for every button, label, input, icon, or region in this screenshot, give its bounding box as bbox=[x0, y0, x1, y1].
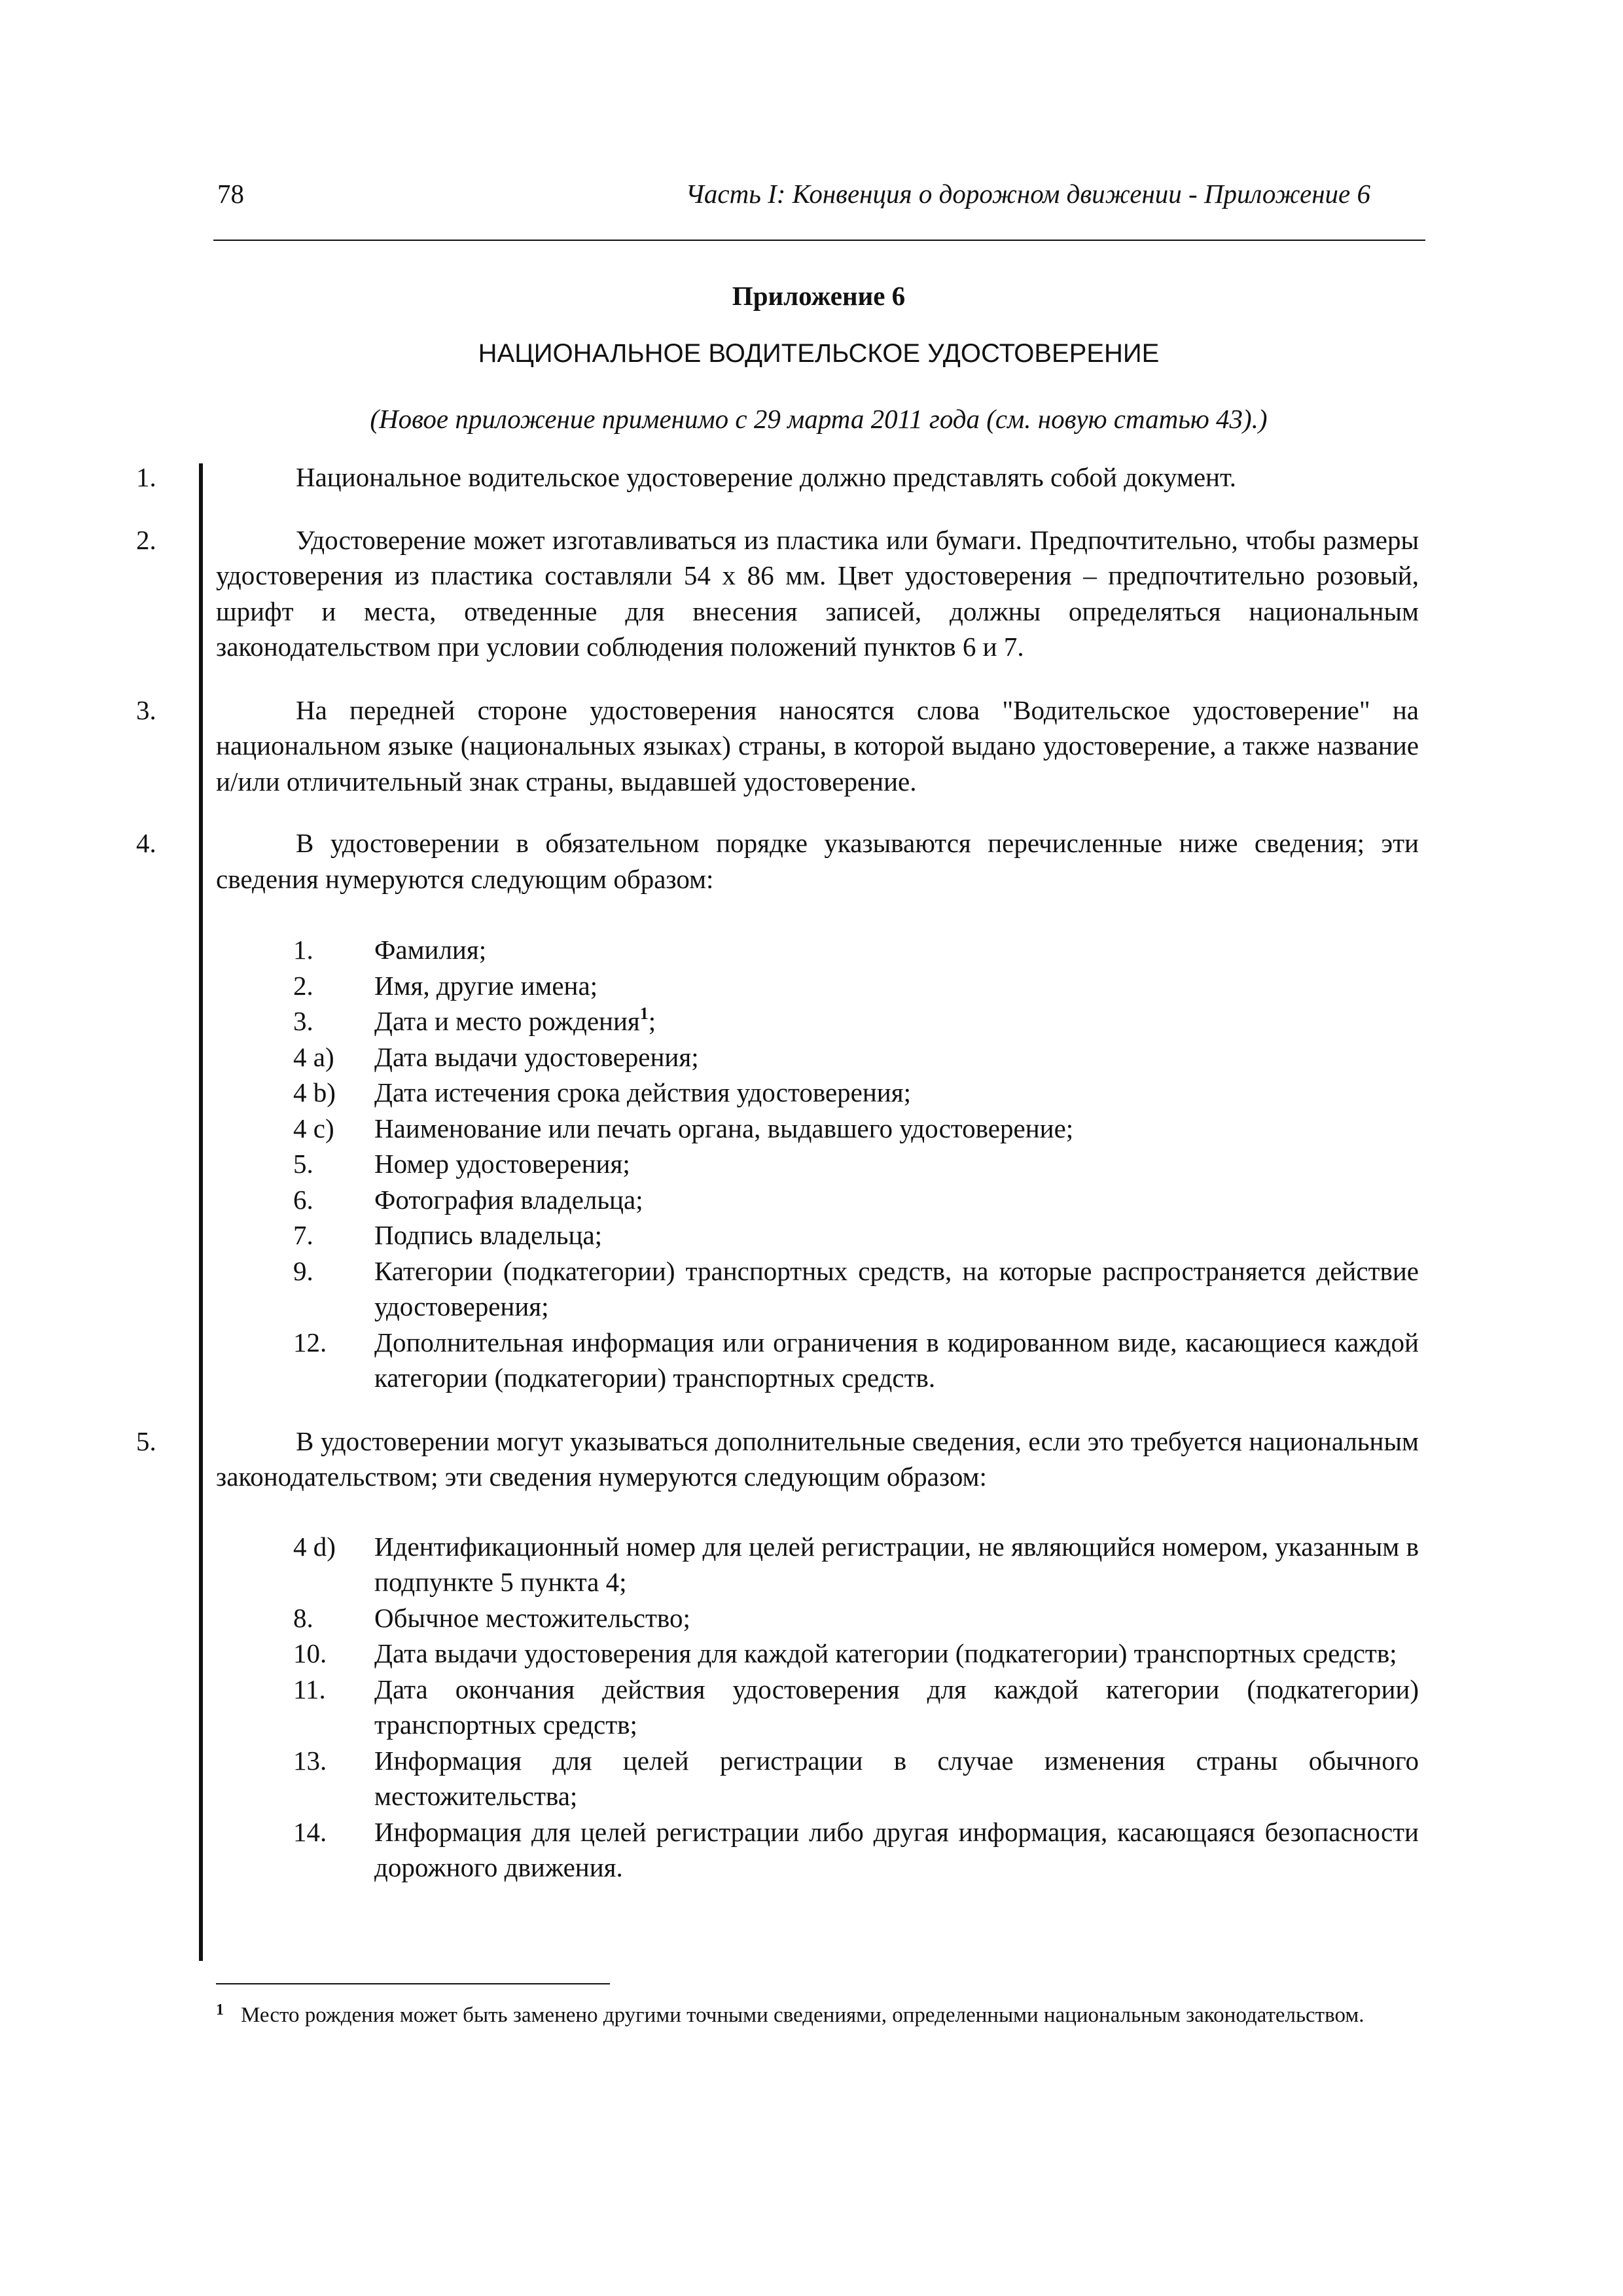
list-item bbox=[216, 1075, 1419, 1111]
item-number: 9. bbox=[293, 1255, 313, 1286]
item-text: Информация для целей регистрации либо другая информация, касающаяся безопасности дорожного движения. bbox=[374, 1816, 1419, 1882]
item-number: 12. bbox=[293, 1327, 327, 1357]
list-item bbox=[216, 1672, 1419, 1743]
list-item bbox=[216, 968, 1419, 1004]
item-number: 3. bbox=[293, 1006, 313, 1036]
paragraph-text: На передней стороне удостоверения наносятся слова "Водительское удостоверение" на национальном языке (национальных языках) страны, в которой выдано удостоверение, а также название и/или отличительный знак страны, выдавшей удостоверение. bbox=[216, 694, 1419, 797]
list-item bbox=[216, 932, 1419, 968]
list-item bbox=[216, 1217, 1419, 1253]
item-text-suffix: ; bbox=[648, 1006, 656, 1036]
footnote-reference[interactable]: 1 bbox=[639, 1004, 649, 1024]
page-number: 78 bbox=[217, 179, 244, 209]
paragraph-number: 1. bbox=[136, 462, 156, 492]
paragraph-5 bbox=[136, 1424, 1419, 1495]
list-item bbox=[216, 1600, 1419, 1636]
paragraph-2 bbox=[136, 522, 1419, 665]
list-item bbox=[216, 1146, 1419, 1182]
item-text: Фотография владельца; bbox=[374, 1184, 643, 1215]
item-text: Обычное местожительство; bbox=[374, 1602, 690, 1633]
item-number: 4 b) bbox=[293, 1077, 336, 1107]
item-number: 5. bbox=[293, 1149, 313, 1179]
paragraph-number: 4. bbox=[136, 828, 156, 858]
item-text: Категории (подкатегории) транспортных средств, на которые распространяется действие удостоверения; bbox=[374, 1255, 1419, 1321]
list-item bbox=[216, 1529, 1419, 1600]
mandatory-items-list bbox=[216, 932, 1419, 1396]
list-item bbox=[216, 1039, 1419, 1075]
optional-items-list bbox=[216, 1529, 1419, 1886]
paragraph-3 bbox=[136, 692, 1419, 800]
item-text: Дата выдачи удостоверения; bbox=[374, 1041, 699, 1072]
list-item bbox=[216, 1253, 1419, 1325]
item-number: 7. bbox=[293, 1220, 313, 1250]
running-header bbox=[213, 178, 1424, 217]
item-text: Подпись владельца; bbox=[374, 1220, 603, 1250]
item-text: Номер удостоверения; bbox=[374, 1149, 630, 1179]
list-item bbox=[216, 1003, 1419, 1039]
paragraph-1 bbox=[136, 459, 1419, 495]
annex-title: Приложение 6 bbox=[732, 281, 906, 311]
item-number: 14. bbox=[293, 1816, 327, 1847]
footnote-number: 1 bbox=[216, 2001, 224, 2018]
revision-bar bbox=[199, 463, 203, 1961]
paragraph-4 bbox=[136, 825, 1419, 897]
item-number: 1. bbox=[293, 935, 313, 965]
list-item bbox=[216, 1325, 1419, 1396]
paragraph-text: В удостоверении могут указываться дополнительные сведения, если это требуется национальным законодательством; эти сведения нумеруются следующим образом: bbox=[216, 1426, 1419, 1492]
item-number: 10. bbox=[293, 1638, 327, 1668]
item-text: Фамилия; bbox=[374, 935, 487, 965]
footnote-separator bbox=[216, 1983, 610, 1984]
item-number: 4 d) bbox=[293, 1531, 336, 1562]
list-item bbox=[216, 1743, 1419, 1814]
item-text: Имя, другие имена; bbox=[374, 970, 598, 1001]
header-divider bbox=[213, 240, 1425, 241]
list-item bbox=[216, 1182, 1419, 1218]
item-number: 6. bbox=[293, 1184, 313, 1215]
list-item bbox=[216, 1111, 1419, 1147]
item-text: Дата окончания действия удостоверения для каждой категории (подкатегории) транспортных средств; bbox=[374, 1674, 1419, 1740]
item-text: Информация для целей регистрации в случае изменения страны обычного местожительства; bbox=[374, 1745, 1419, 1811]
paragraph-number: 5. bbox=[136, 1426, 156, 1456]
paragraph-number: 2. bbox=[136, 524, 156, 555]
item-number: 4 a) bbox=[293, 1041, 334, 1072]
footnote-text: Место рождения может быть заменено другими точными сведениями, определенными национальным законодательством. bbox=[241, 2003, 1364, 2027]
item-text: Дополнительная информация или ограничения в кодированном виде, касающиеся каждой категории (подкатегории) транспортных средств. bbox=[374, 1327, 1419, 1393]
item-number: 2. bbox=[293, 970, 313, 1001]
item-number: 13. bbox=[293, 1745, 327, 1776]
item-text: Идентификационный номер для целей регистрации, не являющийся номером, указанным в подпункте 5 пункта 4; bbox=[374, 1531, 1419, 1597]
document-subtitle: (Новое приложение применимо с 29 марта 2011 года (см. новую статью 43).) bbox=[370, 404, 1268, 434]
paragraph-number: 3. bbox=[136, 694, 156, 725]
document-body bbox=[136, 459, 1419, 1886]
item-number: 8. bbox=[293, 1602, 313, 1633]
document-title: НАЦИОНАЛЬНОЕ ВОДИТЕЛЬСКОЕ УДОСТОВЕРЕНИЕ bbox=[478, 339, 1160, 368]
list-item bbox=[216, 1636, 1419, 1672]
item-text: Наименование или печать органа, выдавшего удостоверение; bbox=[374, 1113, 1074, 1143]
item-text: Дата выдачи удостоверения для каждой категории (подкатегории) транспортных средств; bbox=[374, 1638, 1397, 1668]
paragraph-text: В удостоверении в обязательном порядке указываются перечисленные ниже сведения; эти сведения нумеруются следующим образом: bbox=[216, 828, 1419, 894]
item-number: 11. bbox=[293, 1674, 326, 1704]
item-number: 4 c) bbox=[293, 1113, 334, 1143]
paragraph-text: Национальное водительское удостоверение должно представлять собой документ. bbox=[296, 462, 1237, 492]
item-text: Дата истечения срока действия удостоверения; bbox=[374, 1077, 911, 1107]
paragraph-text: Удостоверение может изготавливаться из пластика или бумаги. Предпочтительно, чтобы размеры удостоверения из пластика составляли 54 х 86 мм. Цвет удостоверения – предпочтительно розовый, шрифт и места, отведенные для внесения записей, должны определяться национальным законодательством при условии соблюдения положений пунктов 6 и 7. bbox=[216, 524, 1419, 662]
item-text: Дата и место рождения bbox=[374, 1006, 640, 1036]
footnote bbox=[216, 2003, 1394, 2030]
running-title: Часть I: Конвенция о дорожном движении - Приложение 6 bbox=[685, 179, 1370, 209]
list-item bbox=[216, 1814, 1419, 1886]
